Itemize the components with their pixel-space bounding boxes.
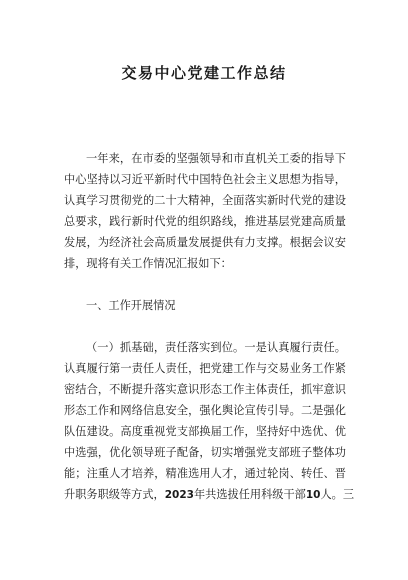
document-title: 交易中心党建工作总结 [121,64,287,82]
body-line: 形态工作和网络信息安全，强化舆论宣传引导。二是强化 [64,404,346,417]
body-line: 能；注重人才培养，精准选用人才，通过轮岗、转任、晋 [64,467,346,480]
body-line: 密结合，不断提升落实意识形态工作主体责任，抓牢意识 [64,383,346,396]
intro-line: 认真学习贯彻党的二十大精神，全面落实新时代党的建设 [64,194,346,207]
last-line-before: 升职务职级等方式， [64,488,165,501]
body-line: 中选强，优化领导班子配备，切实增强党支部班子整体功 [64,446,346,459]
intro-line: 排，现将有关工作情况汇报如下： [64,257,232,270]
body-line-last [64,488,354,502]
intro-line: 中心坚持以习近平新时代中国特色社会主义思想为指导， [64,173,346,186]
year-number: 2023 [164,489,194,501]
intro-line: 发展，为经济社会高质量发展提供有力支撑。根据会议安 [64,236,346,249]
section-heading: 一、工作开展情况 [86,299,176,312]
intro-line: 总要求，践行新时代党的组织路线，推进基层党建高质量 [64,215,346,228]
last-line-middle: 年共选拔任用科级干部 [193,488,306,501]
intro-line: 一年来，在市委的坚强领导和市直机关工委的指导下 [86,152,346,165]
body-line: 队伍建设。高度重视党支部换届工作，坚持好中选优、优 [64,425,346,438]
cadre-count: 10 [305,489,321,501]
last-line-after: 人。三 [320,488,355,501]
body-line: （一）抓基础，责任落实到位。一是认真履行责任。 [86,341,346,354]
body-line: 认真履行第一责任人责任，把党建工作与交易业务工作紧 [64,362,346,375]
